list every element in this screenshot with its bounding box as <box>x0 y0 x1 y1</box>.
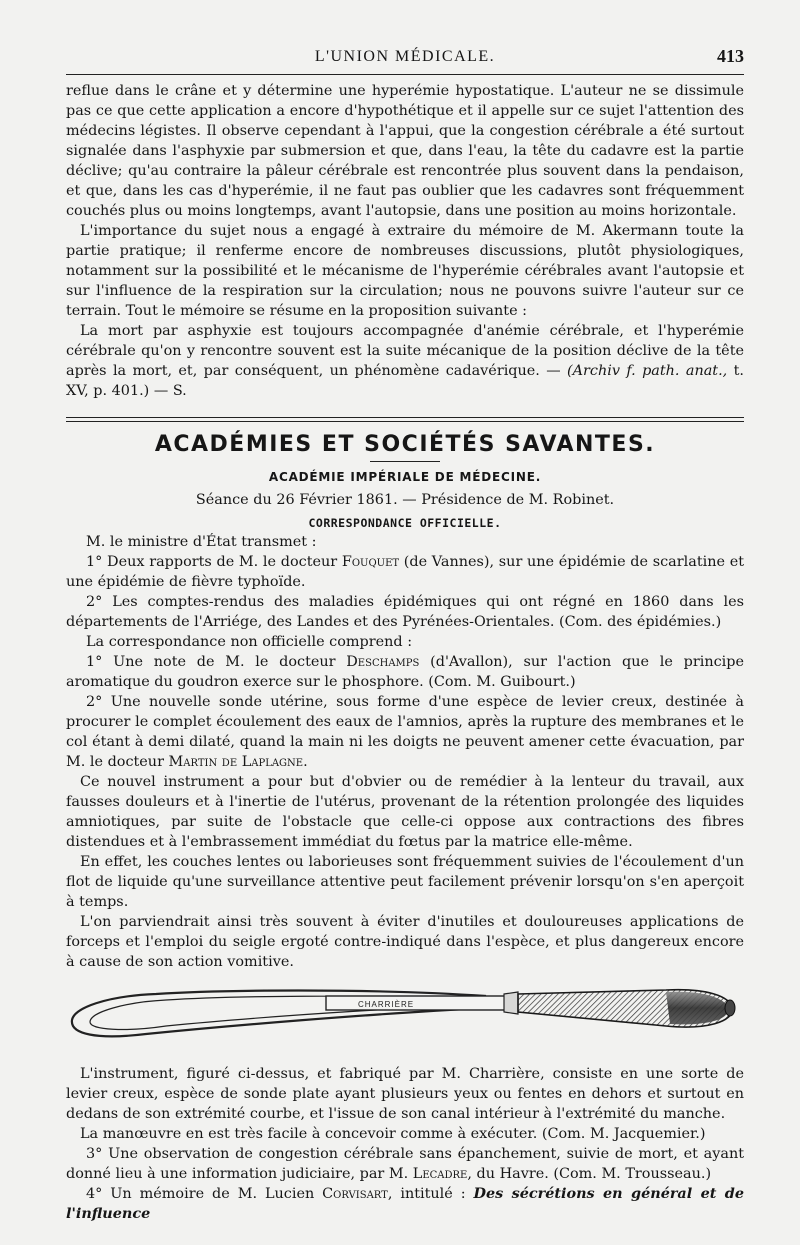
author-name-martin: Martin de Laplagne <box>168 754 304 770</box>
item-3-text-b: , du Havre. (Com. M. Trousseau.) <box>467 1166 712 1182</box>
item-4-text-b: , intitulé : <box>387 1186 474 1202</box>
author-name-fouquet: Fouquet <box>341 554 400 570</box>
page-number: 413 <box>717 46 744 66</box>
item-3-nonofficial <box>66 1144 744 1184</box>
probe-handle-end <box>725 1000 735 1016</box>
intro-paragraph-2: L'importance du sujet nous a engagé à extraire du mémoire de M. Akermann toute la partie pratique; il renferme encore de nombreuses discussions, plutôt physiologiques, notamment sur la possibilité et le mécanisme de l'hyperémie cérébrales avant l'autopsie et sur l'influence de la respiration sur la circulation; nous ne pouvons suivre l'auteur sur ce terrain. Tout le mémoire se résume en la proposition suivante : <box>66 223 744 319</box>
instrument-figure <box>66 982 744 1062</box>
running-title: L'UNION MÉDICALE. <box>314 48 496 65</box>
item-2-official: 2° Les comptes-rendus des maladies épidémiques qui ont régné en 1860 dans les départements de l'Arriége, des Landes et des Pyrénées-Orientales. (Com. des épidémies.) <box>66 594 744 630</box>
seance-line: Séance du 26 Février 1861. — Présidence de M. Robinet. <box>195 492 615 508</box>
item-1-official <box>66 552 744 592</box>
effect-paragraph: En effet, les couches lentes ou laborieuses sont fréquemment suivies de l'écoulement d'un flot de liquide qu'une surveillance attentive peut facilement prévenir lorsqu'on s'en aperçoit à temps. <box>66 854 744 910</box>
item-2-nonofficial <box>66 692 744 772</box>
ministre-line: M. le ministre d'État transmet : <box>86 534 317 550</box>
section-divider <box>66 417 744 422</box>
instrument-purpose-paragraph: Ce nouvel instrument a pour but d'obvier ou de remédier à la lenteur du travail, aux fausses douleurs et à l'inertie de l'utérus, provenant de la rétention prolongée des liquides amniotiques, par suite de l'obstacle que celle-ci oppose aux contractions des fibres distendues et à l'embrassement immédiat du fœtus par la matrice elle-même. <box>66 774 744 850</box>
title-underline <box>370 461 440 462</box>
item-4-nonofficial <box>66 1184 744 1224</box>
intro-paragraph-3 <box>66 321 744 401</box>
item-1-nonofficial <box>66 652 744 692</box>
correspondence-title: CORRESPONDANCE OFFICIELLE. <box>308 516 502 530</box>
item-n2-text-b: . <box>303 754 308 770</box>
avoid-paragraph: L'on parviendrait ainsi très souvent à éviter d'inutiles et douloureuses applications de forceps et l'emploi du seigle ergoté contre-indiqué dans l'espèce, et plus dangereux encore à cause de son action vomitive. <box>66 914 744 970</box>
author-name-lecadre: Lecadre <box>412 1166 468 1182</box>
author-name-deschamps: Deschamps <box>346 654 420 670</box>
item-n2-text-a: 2° Une nouvelle sonde utérine, sous forme d'une espèce de levier creux, destinée à procurer le complet écoulement des eaux de l'amnios, après la rupture des membranes et le col étant à demi dilaté, quand la main ni les doigts ne peuvent amener cette évacuation, par M. le docteur <box>66 694 744 770</box>
probe-collar <box>504 992 518 1014</box>
author-name-corvisart: Corvisart <box>322 1186 388 1202</box>
probe-shaft <box>326 996 506 1010</box>
page-header <box>66 44 744 74</box>
section-title: ACADÉMIES ET SOCIÉTÉS SAVANTES. <box>154 432 656 457</box>
item-n1-text-a: 1° Une note de M. le docteur <box>86 654 347 670</box>
citation-reference: (Archiv f. path. anat., <box>567 363 728 379</box>
uterine-probe-illustration <box>66 982 744 1062</box>
item-3-text-a: 3° Une observation de congestion cérébrale sans épanchement, suivie de mort, et ayant donné lieu à une information judiciaire, par M. <box>66 1146 744 1182</box>
engraving-text: CHARRIÈRE <box>358 1000 415 1009</box>
header-rule <box>66 74 744 75</box>
academy-title: ACADÉMIE IMPÉRIALE DE MÉDECINE. <box>268 470 542 484</box>
item-1-text-b: (de Vannes), sur une épidémie de scarlatine et une épidémie de fièvre typhoïde. <box>66 554 744 590</box>
non-official-heading: La correspondance non officielle comprend : <box>86 634 413 650</box>
item-n1-text-b: (d'Avallon), sur l'action que le principe aromatique du goudron exerce sur le phosphore. (Com. M. Guibourt.) <box>66 654 744 690</box>
conclusion-text: La mort par asphyxie est toujours accompagnée d'anémie cérébrale, et l'hyperémie cérébrale qu'on y rencontre souvent est la suite mécanique de la position déclive de la tête après la mort, et, par conséquent, un phénomène cadavérique. — <box>66 323 744 379</box>
manoeuvre-paragraph: La manœuvre en est très facile à concevoir comme à exécuter. (Com. M. Jacquemier.) <box>80 1126 706 1142</box>
item-1-text-a: 1° Deux rapports de M. le docteur <box>86 554 342 570</box>
instrument-description: L'instrument, figuré ci-dessus, et fabriqué par M. Charrière, consiste en une sorte de levier creux, espèce de sonde plate ayant plusieurs yeux ou fentes en dehors et surtout en dedans de son extrémité courbe, et l'issue de son canal intérieur à l'extrémité du manche. <box>66 1066 744 1122</box>
memoir-title: Des sécrétions en général et de l'influence <box>66 1185 744 1222</box>
item-4-text-a: 4° Un mémoire de M. Lucien <box>86 1186 323 1202</box>
citation-end: t. XV, p. 401.) — S. <box>66 363 744 399</box>
intro-paragraph-1: reflue dans le crâne et y détermine une hyperémie hypostatique. L'auteur ne se dissimule pas ce que cette application a encore d'hypothétique et il appelle sur ce sujet l'attention des médecins légistes. Il observe cependant à l'appui, que la congestion cérébrale a été surtout signalée dans l'asphyxie par submersion et que, dans l'eau, la tête du cadavre est la partie déclive; qu'au contraire la pâleur cérébrale est rencontrée plus souvent dans la pendaison, et que, dans les cas d'hyperémie, il ne faut pas oublier que les cadavres sont fréquemment couchés plus ou moins longtemps, avant l'autopsie, dans une position au moins horizontale. <box>66 83 744 219</box>
